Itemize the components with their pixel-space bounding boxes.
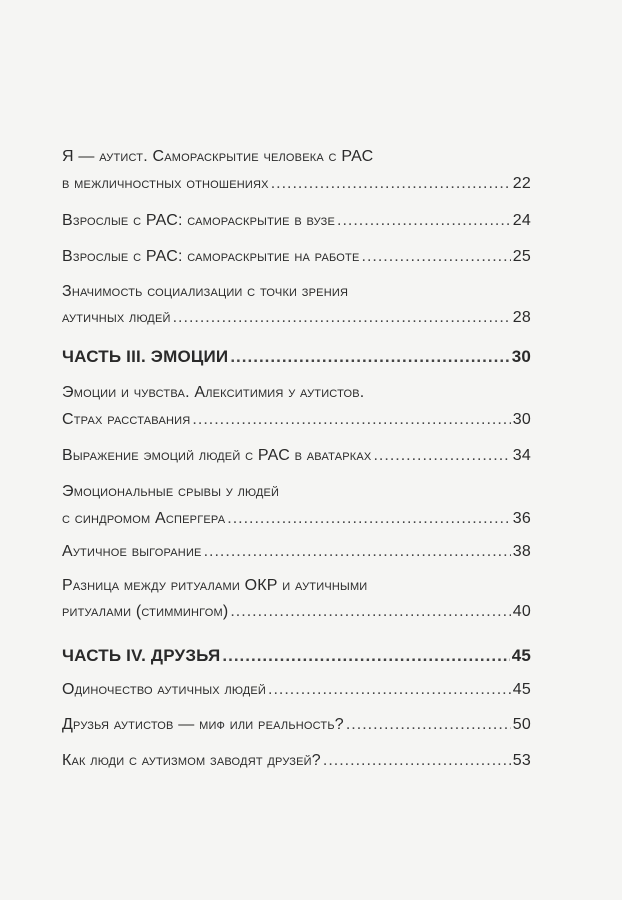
toc-entry-title: Я — аутист. Самораскрытие человека с РАС [62, 148, 374, 165]
part-title: ЧАСТЬ IV. ДРУЗЬЯ [62, 646, 221, 665]
page-number: 30 [511, 347, 531, 366]
dot-leader [230, 347, 509, 367]
toc-entry-title: Разница между ритуалами ОКР и аутичными [62, 577, 368, 594]
toc-entry-title: Выражение эмоций людей с РАС в аватарках [62, 447, 372, 464]
toc-entry [62, 446, 531, 466]
toc-entry-title: Эмоции и чувства. Алекситимия у аутистов. [62, 384, 365, 401]
toc-entry-title: в межличностных отношениях [62, 175, 269, 192]
toc-entry [62, 174, 531, 194]
page-number: 53 [512, 752, 531, 769]
toc-entry-title: Взрослые с РАС: самораскрытие в вузе [62, 212, 336, 229]
toc-entry-title: с синдромом Аспергера [62, 510, 226, 527]
page-number: 24 [512, 212, 531, 229]
page-number: 30 [512, 411, 531, 428]
toc-entry-title: Друзья аутистов — миф или реальность? [62, 716, 344, 733]
page-number: 45 [512, 681, 531, 698]
toc-entry [62, 410, 531, 430]
page-number: 38 [512, 543, 531, 560]
toc-entry-line [62, 576, 531, 596]
dot-leader [227, 509, 511, 529]
toc-entry [62, 715, 531, 735]
toc-entry-title: Как люди с аутизмом заводят друзей? [62, 752, 321, 769]
toc-part-heading [62, 646, 531, 666]
toc-entry [62, 680, 531, 700]
part-title: ЧАСТЬ III. ЭМОЦИИ [62, 347, 229, 366]
toc-entry-title: аутичных людей [62, 309, 171, 326]
page-number: 40 [512, 603, 531, 620]
toc-entry-title: Значимость социализации с точки зрения [62, 283, 349, 300]
toc-entry [62, 509, 531, 529]
page-number: 22 [512, 175, 531, 192]
toc-entry [62, 211, 531, 231]
dot-leader [268, 680, 511, 700]
toc-part-heading [62, 347, 531, 367]
dot-leader [362, 247, 511, 267]
dot-leader [373, 446, 510, 466]
dot-leader [230, 602, 510, 622]
toc-entry [62, 751, 531, 771]
toc-entry [62, 602, 531, 622]
page-number: 25 [512, 248, 531, 265]
dot-leader [271, 174, 511, 194]
toc-entry-title: Эмоциональные срывы у людей [62, 483, 280, 500]
page-number: 45 [511, 646, 531, 665]
dot-leader [337, 211, 511, 231]
dot-leader [323, 751, 511, 771]
dot-leader [346, 715, 511, 735]
dot-leader [204, 542, 511, 562]
page-number: 34 [512, 447, 531, 464]
toc-entry-title: Взрослые с РАС: самораскрытие на работе [62, 248, 360, 265]
toc-entry-title: Страх расставания [62, 411, 191, 428]
toc-entry-title: Аутичное выгорание [62, 543, 202, 560]
toc-entry [62, 247, 531, 267]
toc-entry-title: Одиночество аутичных людей [62, 681, 267, 698]
page-number: 50 [512, 716, 531, 733]
page-number: 28 [512, 309, 531, 326]
dot-leader [192, 410, 510, 430]
page-number: 36 [512, 510, 531, 527]
toc-entry-line [62, 482, 531, 502]
toc-entry [62, 308, 531, 328]
toc-entry-line [62, 383, 531, 403]
dot-leader [173, 308, 511, 328]
toc-entry [62, 542, 531, 562]
dot-leader [222, 646, 509, 666]
toc-entry-line [62, 147, 531, 167]
toc-entry-line [62, 282, 531, 302]
toc-entry-title: ритуалами (стиммингом) [62, 603, 229, 620]
